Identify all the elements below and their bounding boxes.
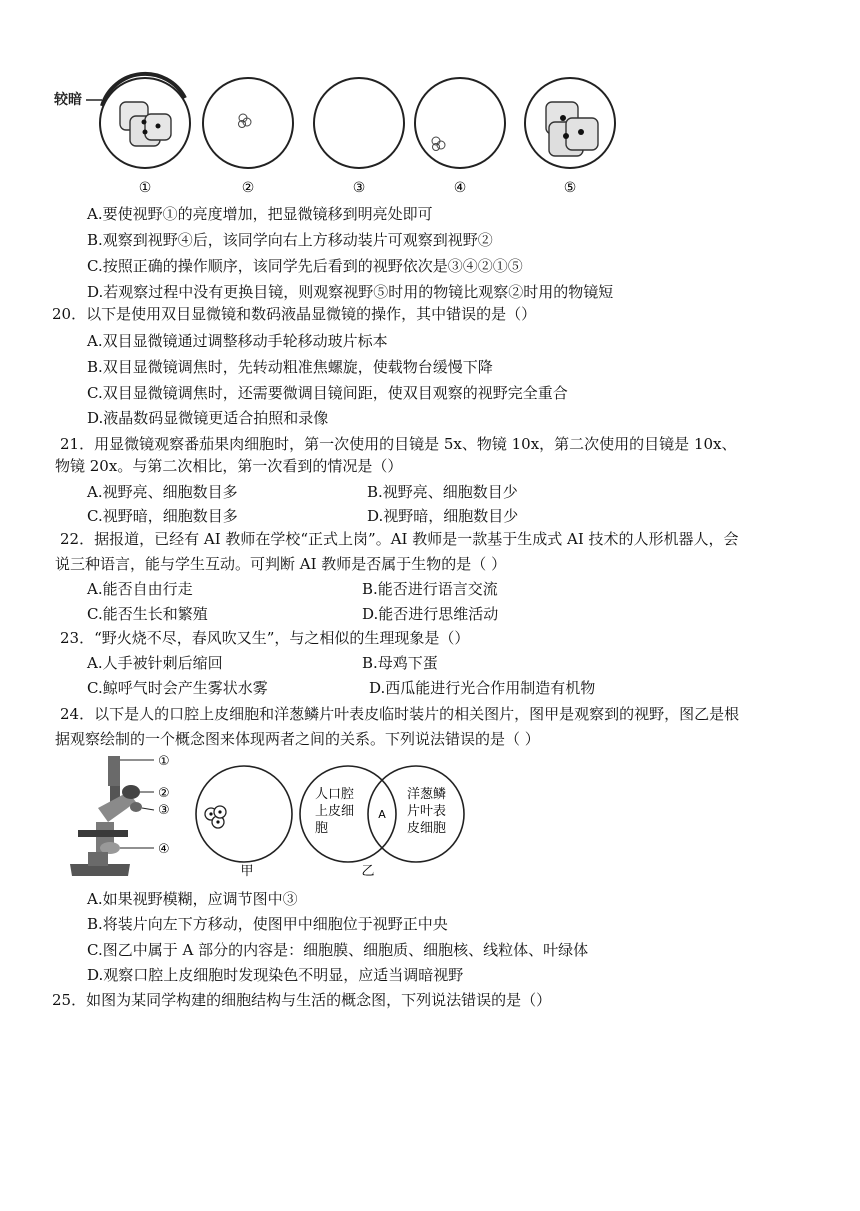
venn-overlap-label: A — [378, 808, 386, 821]
field-of-view-jia — [196, 766, 292, 862]
q24-option-a: A.如果视野模糊，应调节图中③ — [87, 890, 298, 908]
q22-option-a: A.能否自由行走 — [87, 580, 193, 598]
q21-option-c: C.视野暗，细胞数目多 — [87, 507, 238, 525]
venn-right-line-1: 洋葱鳞 — [407, 787, 447, 802]
q19-option-d: D.若观察过程中没有更换目镜，则观察视野⑤时用的物镜比观察②时用的物镜短 — [87, 283, 614, 301]
q24-stem-line1: 24．以下是人的口腔上皮细胞和洋葱鳞片叶表皮临时装片的相关图片，图甲是观察到的视野，图乙是根 — [60, 705, 740, 723]
venn-left-line-2: 上皮细 — [315, 804, 355, 819]
q24-stem-line2: 据观察绘制的一个概念图来体现两者之间的关系。下列说法错误的是（ ） — [55, 730, 540, 748]
view-3 — [314, 78, 404, 168]
view-label-5: ⑤ — [563, 180, 577, 196]
q24-option-d: D.观察口腔上皮细胞时发现染色不明显，应适当调暗视野 — [87, 966, 464, 984]
q21-option-a: A.视野亮、细胞数目多 — [87, 483, 238, 501]
view-label-2: ② — [241, 180, 255, 196]
q22-stem-line2: 说三种语言，能与学生互动。可判断 AI 教师是否属于生物的是（ ） — [55, 555, 507, 573]
view-5 — [525, 78, 615, 168]
q19-option-c: C.按照正确的操作顺序，该同学先后看到的视野依次是③④②①⑤ — [87, 257, 523, 275]
q23-option-c: C.鲸呼气时会产生雾状水雾 — [87, 679, 268, 697]
view-4 — [415, 78, 505, 168]
part-label-1: ① — [158, 754, 170, 769]
dim-label: 较暗 — [54, 92, 82, 108]
q20-option-b: B.双目显微镜调焦时，先转动粗准焦螺旋，使载物台缓慢下降 — [87, 358, 493, 376]
q23-option-d: D.西瓜能进行光合作用制造有机物 — [369, 679, 596, 697]
view-label-4: ④ — [453, 180, 467, 196]
view-1 — [100, 74, 190, 168]
q19-option-a: A.要使视野①的亮度增加，把显微镜移到明亮处即可 — [87, 205, 433, 223]
part-label-2: ② — [158, 786, 170, 801]
q23-option-b: B.母鸡下蛋 — [362, 654, 438, 672]
q23-option-a: A.人手被针刺后缩回 — [87, 654, 223, 672]
q21-stem-line2: 物镜 20x。与第二次相比，第一次看到的情况是（） — [55, 457, 403, 475]
venn-left-line-3: 胞 — [315, 821, 329, 836]
view-label-3: ③ — [352, 180, 366, 196]
q21-stem-line1: 21．用显微镜观察番茄果肉细胞时，第一次使用的目镜是 5x、物镜 10x，第二次使用的目镜是 10x、 — [60, 435, 737, 453]
venn-right-line-3: 皮细胞 — [407, 821, 447, 836]
q23-stem: 23．“野火烧不尽，春风吹又生”，与之相似的生理现象是（） — [60, 629, 470, 647]
q21-option-b: B.视野亮、细胞数目少 — [367, 483, 518, 501]
q20-stem: 20．以下是使用双目显微镜和数码液晶显微镜的操作，其中错误的是（） — [52, 305, 537, 323]
venn-right-line-2: 片叶表 — [407, 804, 447, 819]
view-label-1: ① — [138, 180, 152, 196]
part-label-3: ③ — [158, 803, 170, 818]
q21-option-d: D.视野暗，细胞数目少 — [367, 507, 519, 525]
q22-option-b: B.能否进行语言交流 — [362, 580, 498, 598]
microscope-drawing — [70, 756, 142, 876]
q24-option-b: B.将装片向左下方移动，使图甲中细胞位于视野正中央 — [87, 915, 448, 933]
microscope-views-figure — [50, 68, 620, 200]
q20-option-c: C.双目显微镜调焦时，还需要微调目镜间距，使双目观察的视野完全重合 — [87, 384, 568, 402]
q24-option-c: C.图乙中属于 A 部分的内容是：细胞膜、细胞质、细胞核、线粒体、叶绿体 — [87, 941, 589, 959]
part-label-4: ④ — [158, 842, 170, 857]
q20-option-a: A.双目显微镜通过调整移动手轮移动玻片标本 — [87, 332, 388, 350]
q22-stem-line1: 22．据报道，已经有 AI 教师在学校“正式上岗”。AI 教师是一款基于生成式 AI 技术的人形机器人，会 — [60, 530, 739, 548]
q20-option-d: D.液晶数码显微镜更适合拍照和录像 — [87, 409, 329, 427]
q22-option-d: D.能否进行思维活动 — [362, 605, 499, 623]
label-yi: 乙 — [361, 864, 375, 879]
label-jia: 甲 — [240, 864, 254, 879]
q22-option-c: C.能否生长和繁殖 — [87, 605, 208, 623]
venn-left-line-1: 人口腔 — [315, 787, 355, 802]
q25-stem: 25．如图为某同学构建的细胞结构与生活的概念图，下列说法错误的是（） — [52, 991, 552, 1009]
q19-option-b: B.观察到视野④后，该同学向右上方移动装片可观察到视野② — [87, 231, 493, 249]
microscope-venn-figure — [58, 752, 470, 884]
view-2 — [203, 78, 293, 168]
